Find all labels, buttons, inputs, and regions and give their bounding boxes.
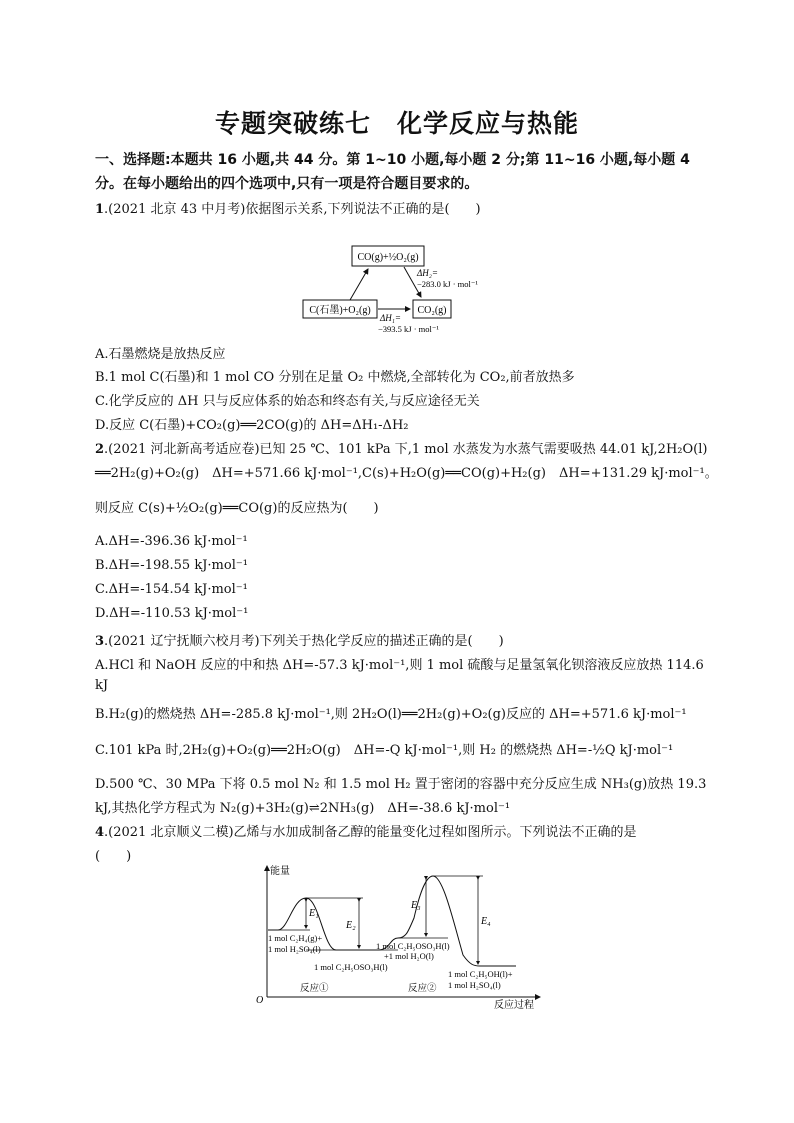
q2-stem-text: .(2021 河北新高考适应卷)已知 25 ℃、101 kPa 下,1 mol 水蒸发为水蒸气需要吸热 44.01 kJ,2H₂O(l) [104,442,708,457]
q1-stem [95,198,715,217]
q1-top-box-label: CO(g)+½O₂(g) [357,252,419,263]
q2-stem-line2: ══2H₂(g)+O₂(g) ΔH=+571.66 kJ·mol⁻¹,C(s)+H₂O(g)══CO(g)+H₂(g) ΔH=+131.29 kJ·mol⁻¹。 [95,466,718,481]
q4-e4-label: E₄ [481,916,491,927]
q2-option-d: D.ΔH=-110.53 kJ·mol⁻¹ [95,606,249,621]
q3-number: 3 [95,634,105,649]
q4-e3-label: E₃ [411,900,421,911]
q3-option-b: B.H₂(g)的燃烧热 ΔH=-285.8 kJ·mol⁻¹,则 2H₂O(l)══2H₂(g)+O₂(g)反应的 ΔH=+571.6 kJ·mol⁻¹ [95,707,687,722]
q4-step1-label: 反应① [300,984,329,994]
q1-right-box-label: CO₂(g) [417,305,447,316]
q1-dh1-value: −393.5 kJ · mol⁻¹ [378,324,439,334]
q2-option-a: A.ΔH=-396.36 kJ·mol⁻¹ [95,534,248,549]
q4-y-axis-label: 能量 [270,866,290,877]
q3-option-d-line1: D.500 ℃、30 MPa 下将 0.5 mol N₂ 和 1.5 mol H₂ 置于密闭的容器中充分反应生成 NH₃(g)放热 19.3 [95,777,707,792]
q4-e1-label: E₁ [309,908,319,919]
q1-option-d: D.反应 C(石墨)+CO₂(g)══2CO(g)的 ΔH=ΔH₁-ΔH₂ [95,418,409,433]
q4-stem-text: .(2021 北京顺义二模)乙烯与水加成制备乙醇的能量变化过程如图所示。下列说法不正确的是 [104,825,637,840]
q4-e2-label: E₂ [346,920,356,931]
q2-stem-line1 [95,438,715,457]
q4-reactants-line2: 1 mol H₂SO₄(l) [268,944,321,954]
q3-option-a-line2: kJ [95,678,109,693]
q4-stem-line2: ( ) [95,849,132,864]
q4-products-line1: 1 mol C₂H₅OH(l)+ [448,969,513,979]
q4-intermediate-a: 1 mol C₂H₅OSO₃H(l) [314,962,388,972]
q1-dh2-value: −283.0 kJ · mol⁻¹ [417,279,478,289]
q4-intermediate-b-line1: 1 mol C₂H₅OSO₃H(l) [376,941,450,951]
q1-number: 1 [95,202,105,217]
q1-stem-text: .(2021 北京 43 中月考)依据图示关系,下列说法不正确的是( ) [104,202,481,217]
q1-option-c: C.化学反应的 ΔH 只与反应体系的始态和终态有关,与反应途径无关 [95,394,480,409]
q2-number: 2 [95,442,105,457]
q1-enthalpy-diagram [300,240,510,335]
q1-arrow-up [350,269,368,300]
page-title: 专题突破练七 化学反应与热能 [214,109,579,138]
q3-option-a-line1: A.HCl 和 NaOH 反应的中和热 ΔH=-57.3 kJ·mol⁻¹,则 1 mol 硫酸与足量氢氧化钡溶液反应放热 114.6 [95,658,704,673]
q1-option-b: B.1 mol C(石墨)和 1 mol CO 分别在足量 O₂ 中燃烧,全部转化为 CO₂,前者放热多 [95,370,575,385]
q4-number: 4 [95,825,105,840]
q3-option-d-line2: kJ,其热化学方程式为 N₂(g)+3H₂(g)⇌2NH₃(g) ΔH=-38.6 kJ·mol⁻¹ [95,801,511,816]
q3-stem [95,630,715,649]
q4-step2-label: 反应② [408,984,437,994]
q4-origin-label: O [256,995,264,1006]
q1-left-box-label: C(石墨)+O₂(g) [309,305,371,316]
q2-stem-line3: 则反应 C(s)+½O₂(g)══CO(g)的反应热为( ) [95,501,379,516]
section-instructions-line2: 分。在每小题给出的四个选项中,只有一项是符合题目要求的。 [95,176,479,192]
q2-option-c: C.ΔH=-154.54 kJ·mol⁻¹ [95,582,248,597]
q4-energy-diagram [248,860,548,1010]
q4-intermediate-b-line2: +1 mol H₂O(l) [384,951,434,961]
q1-dh1-label: ΔH₁= [380,313,401,323]
q1-dh2-label: ΔH₂= [417,268,438,278]
q3-option-c: C.101 kPa 时,2H₂(g)+O₂(g)══2H₂O(g) ΔH=-Q kJ·mol⁻¹,则 H₂ 的燃烧热 ΔH=-½Q kJ·mol⁻¹ [95,743,674,758]
q1-option-a: A.石墨燃烧是放热反应 [95,347,226,362]
q3-stem-text: .(2021 辽宁抚顺六校月考)下列关于热化学反应的描述正确的是( ) [104,634,504,649]
q4-reactants-line1: 1 mol C₂H₄(g)+ [268,933,323,943]
q2-option-b: B.ΔH=-198.55 kJ·mol⁻¹ [95,558,248,573]
q4-products-line2: 1 mol H₂SO₄(l) [448,980,501,990]
section-instructions-line1: 一、选择题:本题共 16 小题,共 44 分。第 1~10 小题,每小题 2 分;第 11~16 小题,每小题 4 [95,152,690,168]
q4-x-axis-label: 反应过程 [494,1000,534,1010]
q4-stem-line1 [95,821,715,840]
